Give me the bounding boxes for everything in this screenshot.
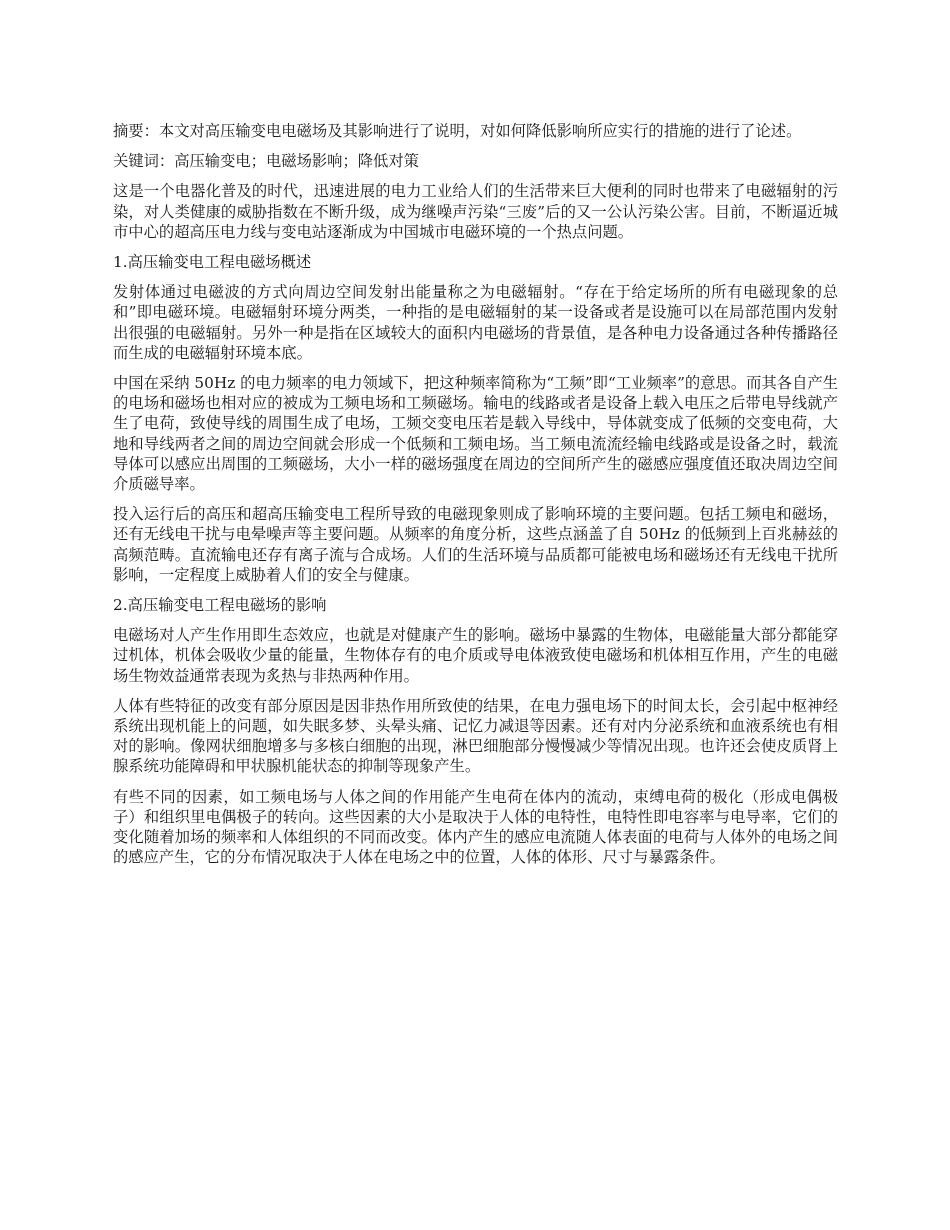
abstract: 摘要：本文对高压输变电电磁场及其影响进行了说明，对如何降低影响所应实行的措施的进行了论述。 [113,122,802,140]
section-1-paragraph-1: 发射体通过电磁波的方式向周边空间发射出能量称之为电磁辐射。“存在于给定场所的所有电磁现象的总和”即电磁环境。电磁辐射环境分两类，一种指的是电磁辐射的某一设备或者是设施可以在局部范围内发射出很强的电磁辐射。另外一种是指在区域较大的面积内电磁场的背景值，是各种电力设备通过各种传播路径而生成的电磁辐射环境本底。 [113,283,838,362]
section-2-paragraph-2: 人体有些特征的改变有部分原因是因非热作用所致使的结果，在电力强电场下的时间太长，会引起中枢神经系统出现机能上的问题，如失眠多梦、头晕头痛、记忆力减退等因素。还有对内分泌系统和血液系统也有相对的影响。像网状细胞增多与多核白细胞的出现，淋巴细胞部分慢慢减少等情况出现。也许还会使皮质肾上腺系统功能障碍和甲状腺机能状态的抑制等现象产生。 [113,696,838,776]
intro-paragraph: 这是一个电器化普及的时代，迅速进展的电力工业给人们的生活带来巨大便利的同时也带来了电磁辐射的污染，对人类健康的威胁指数在不断升级，成为继噪声污染“三废”后的又一公认污染公害。目前，不断逼近城市中心的超高压电力线与变电站逐渐成为中国城市电磁环境的一个热点问题。 [113,182,838,241]
section-2-paragraph-3: 有些不同的因素，如工频电场与人体之间的作用能产生电荷在体内的流动，束缚电荷的极化（形成电偶极子）和组织里电偶极子的转向。这些因素的大小是取决于人体的电特性，电特性即电容率与电导率，它们的变化随着加场的频率和人体组织的不同而改变。体内产生的感应电流随人体表面的电荷与人体外的电场之间的感应产生，它的分布情况取决于人体在电场之中的位置，人体的体形、尺寸与暴露条件。 [113,787,838,867]
section-2-heading: 2.高压输变电工程电磁场的影响 [113,596,327,615]
keywords: 关键词：高压输变电；电磁场影响；降低对策 [113,152,419,171]
section-1-paragraph-2: 中国在采纳 50Hz 的电力频率的电力领域下，把这种频率简称为“工频”即“工业频率”的意思。而其各自产生的电场和磁场也相对应的被成为工频电场和工频磁场。输电的线路或者是设备上载入电压之后带电导线就产生了电荷，致使导线的周围生成了电场，工频交变电压若是载入导线中，导体就变成了低频的交变电荷，大地和导线两者之间的周边空间就会形成一个低频和工频电场。当工频电流流经输电线路或是设备之时，载流导体可以感应出周围的工频磁场，大小一样的磁场强度在周边的空间所产生的磁感应强度值还取决周边空间介质磁导率。 [113,374,838,494]
section-2-paragraph-1: 电磁场对人产生作用即生态效应，也就是对健康产生的影响。磁场中暴露的生物体，电磁能量大部分都能穿过机体，机体会吸收少量的能量，生物体存有的电介质或导电体液致使电磁场和机体相互作用，产生的电磁场生物效益通常表现为炙热与非热两种作用。 [113,626,838,685]
document-page [113,121,838,878]
section-1-heading: 1.高压输变电工程电磁场概述 [113,253,312,272]
section-1-paragraph-3: 投入运行后的高压和超高压输变电工程所导致的电磁现象则成了影响环境的主要问题。包括工频电和磁场，还有无线电干扰与电晕噪声等主要问题。从频率的角度分析，这些点涵盖了自 50Hz 的低频到上百兆赫兹的高频范畴。直流输电还存有离子流与合成场。人们的生活环境与品质都可能被电场和磁场还有无线电干扰所影响，一定程度上威胁着人们的安全与健康。 [113,505,838,584]
